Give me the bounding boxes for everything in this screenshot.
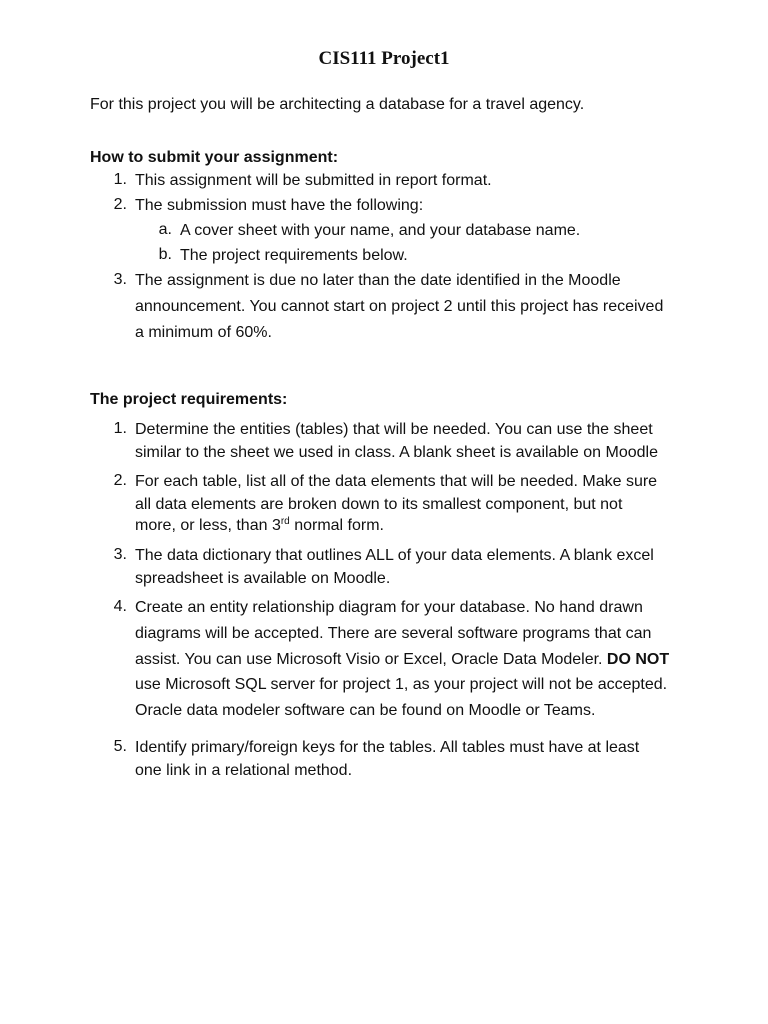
submit-item-2-text: The submission must have the following:	[135, 197, 424, 214]
req-item-2-line	[135, 516, 384, 535]
req-item-4-number: 4.	[113, 598, 127, 615]
req-item-5-line: one link in a relational method.	[135, 762, 353, 779]
req-item-2-line3-text: more, or less, than 3	[135, 517, 281, 534]
intro-paragraph: For this project you will be architecting a database for a travel agency.	[90, 96, 585, 113]
req-item-1-number: 1.	[113, 420, 127, 437]
do-not-emphasis: DO NOT	[606, 651, 670, 668]
document-title: CIS111 Project1	[318, 48, 450, 69]
req-item-1-line: similar to the sheet we used in class. A blank sheet is available on Moodle	[135, 444, 658, 461]
req-item-1-line: Determine the entities (tables) that will be needed. You can use the sheet	[135, 421, 653, 438]
requirements-heading: The project requirements:	[90, 391, 288, 408]
submit-item-1-text: This assignment will be submitted in report format.	[135, 172, 492, 189]
req-item-2-line: all data elements are broken down to its smallest component, but not	[135, 496, 623, 513]
req-item-4-line: use Microsoft SQL server for project 1, as your project will not be accepted.	[135, 676, 668, 693]
req-item-4-line3-text: assist. You can use Microsoft Visio or Excel, Oracle Data Modeler.	[135, 651, 607, 668]
req-item-3-line: spreadsheet is available on Moodle.	[135, 570, 391, 587]
submit-item-3-line: a minimum of 60%.	[135, 324, 272, 341]
req-item-3-number: 3.	[113, 546, 127, 563]
req-item-4-line	[135, 650, 669, 669]
req-item-4-line: Oracle data modeler software can be found on Moodle or Teams.	[135, 702, 596, 719]
req-item-2-line3-end: normal form.	[289, 517, 384, 534]
submit-item-2-number: 2.	[113, 196, 127, 213]
req-item-5-line: Identify primary/foreign keys for the tables. All tables must have at least	[135, 739, 640, 756]
req-item-2-number: 2.	[113, 472, 127, 489]
submit-item-3-line: announcement. You cannot start on project 2 until this project has received	[135, 298, 664, 315]
submit-subitem-b-text: The project requirements below.	[180, 247, 408, 264]
submit-subitem-a-letter: a.	[158, 221, 172, 238]
req-item-2-line: For each table, list all of the data elements that will be needed. Make sure	[135, 473, 658, 490]
req-item-4-line: Create an entity relationship diagram for your database. No hand drawn	[135, 599, 643, 616]
req-item-5-number: 5.	[113, 738, 127, 755]
submit-subitem-b-letter: b.	[158, 246, 172, 263]
submit-item-3-line: The assignment is due no later than the date identified in the Moodle	[135, 272, 621, 289]
ordinal-suffix: rd	[280, 516, 290, 527]
submit-item-1-number: 1.	[113, 171, 127, 188]
req-item-4-line: diagrams will be accepted. There are several software programs that can	[135, 625, 652, 642]
submit-subitem-a-text: A cover sheet with your name, and your database name.	[180, 222, 581, 239]
submit-item-3-number: 3.	[113, 271, 127, 288]
submit-heading: How to submit your assignment:	[90, 149, 339, 166]
req-item-3-line: The data dictionary that outlines ALL of your data elements. A blank excel	[135, 547, 654, 564]
